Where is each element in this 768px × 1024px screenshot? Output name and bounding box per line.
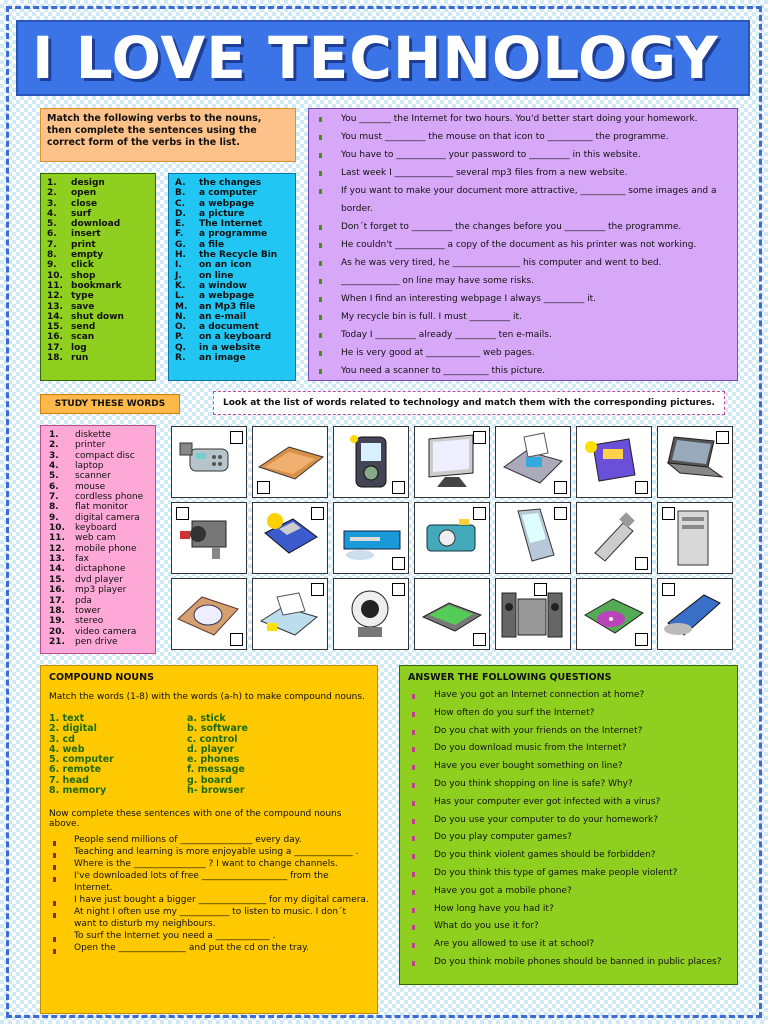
noun-item-number: G. xyxy=(175,239,186,250)
page-title: I LOVE TECHNOLOGY xyxy=(32,24,719,92)
picture-checkbox[interactable] xyxy=(635,633,648,646)
word-item xyxy=(49,544,151,554)
word-item-text: fax xyxy=(75,554,90,565)
compound-left-item: 2. digital xyxy=(49,723,97,735)
word-item-number: 2. xyxy=(49,440,59,451)
picture-checkbox[interactable] xyxy=(635,481,648,494)
question-item: Have you got a mobile phone? xyxy=(408,883,729,901)
noun-item-number: D. xyxy=(175,208,186,219)
question-item: How long have you had it? xyxy=(408,901,729,919)
noun-item xyxy=(175,240,289,250)
match-instruction: Match the following verbs to the nouns, then complete the sentences using the correct form of the verbs in the list. xyxy=(40,108,296,162)
noun-item-number: P. xyxy=(175,332,184,343)
verb-item-text: type xyxy=(71,291,94,302)
picture-video-camera-icon xyxy=(171,502,247,574)
noun-item-number: E. xyxy=(175,219,185,230)
sentence-item: As he was very tired, he _______________ his computer and went to bed. xyxy=(315,254,731,272)
picture-checkbox[interactable] xyxy=(257,481,270,494)
noun-item-number: R. xyxy=(175,353,186,364)
verb-item xyxy=(47,302,149,312)
word-item-number: 7. xyxy=(49,492,59,503)
sentence-item: He couldn't ___________ a copy of the document as his printer was not working. xyxy=(315,236,731,254)
word-item xyxy=(49,430,151,440)
picture-scanner-icon xyxy=(414,578,490,650)
verb-item-number: 13. xyxy=(47,301,63,312)
picture-checkbox[interactable] xyxy=(635,557,648,570)
question-item: How often do you surf the Internet? xyxy=(408,705,729,723)
sentence-item: My recycle bin is full. I must _________ it. xyxy=(315,308,731,326)
noun-item xyxy=(175,291,289,301)
picture-cordless-phone-icon xyxy=(171,426,247,498)
word-item-number: 4. xyxy=(49,461,59,472)
compound-right-item: b. software xyxy=(187,723,248,735)
noun-item xyxy=(175,302,289,312)
noun-item-number: O. xyxy=(175,322,186,333)
word-item-text: pen drive xyxy=(75,636,118,647)
word-item xyxy=(49,440,151,450)
word-item-text: diskette xyxy=(75,430,111,440)
compound-heading: COMPOUND NOUNS xyxy=(49,672,154,683)
verb-item xyxy=(47,178,149,188)
word-item-number: 5. xyxy=(49,471,59,482)
picture-checkbox[interactable] xyxy=(473,633,486,646)
verb-item-text: empty xyxy=(71,250,104,261)
noun-item xyxy=(175,281,289,291)
sentence-item: Don´t forget to _________ the changes before you _________ the programme. xyxy=(315,218,731,236)
picture-laptop-icon xyxy=(657,426,733,498)
picture-diskette-icon xyxy=(252,502,328,574)
noun-item xyxy=(175,188,289,198)
verb-item-text: scan xyxy=(71,332,95,343)
word-item-text: scanner xyxy=(75,471,111,482)
compound-left-list xyxy=(49,714,187,796)
verb-item-number: 7. xyxy=(47,239,57,250)
verb-item xyxy=(47,332,149,342)
title-banner xyxy=(16,20,750,96)
compound-right-item: e. phones xyxy=(187,754,240,766)
word-item xyxy=(49,451,151,461)
verb-item-number: 3. xyxy=(47,198,57,209)
compound-right-item: d. player xyxy=(187,743,235,755)
verb-item-text: bookmark xyxy=(71,280,122,291)
word-item xyxy=(49,554,151,564)
noun-item-number: N. xyxy=(175,311,186,322)
word-item xyxy=(49,637,151,647)
sentence-list xyxy=(308,108,738,381)
word-item-text: mobile phone xyxy=(75,543,137,554)
word-item-number: 17. xyxy=(49,595,65,606)
noun-item xyxy=(175,271,289,281)
compound-instruction: Match the words (1-8) with the words (a-h) to make compound nouns. xyxy=(49,692,365,702)
verb-item-number: 5. xyxy=(47,219,57,230)
noun-item-text: an image xyxy=(199,353,246,364)
picture-checkbox[interactable] xyxy=(230,633,243,646)
question-item: Do you think shopping on line is safe? Why? xyxy=(408,776,729,794)
word-list xyxy=(40,425,156,654)
compound-right-item: f. message xyxy=(187,764,245,776)
verb-list xyxy=(40,173,156,381)
verb-item xyxy=(47,209,149,219)
verb-item xyxy=(47,291,149,301)
noun-item-text: a programme xyxy=(199,229,268,240)
word-item-text: laptop xyxy=(75,461,104,472)
word-item-number: 10. xyxy=(49,523,65,534)
noun-item-text: on line xyxy=(199,270,234,281)
noun-item-number: Q. xyxy=(175,342,187,353)
verb-item-text: log xyxy=(71,342,87,353)
compound-sentence-item: To surf the Internet you need a ____________ . xyxy=(49,930,369,942)
noun-item xyxy=(175,260,289,270)
noun-item-number: L. xyxy=(175,291,185,302)
picture-mobile-phone-icon xyxy=(657,578,733,650)
compound-sentence-item: Where is the ________________ ? I want to change channels. xyxy=(49,858,369,870)
word-item xyxy=(49,616,151,626)
noun-item-text: a window xyxy=(199,280,247,291)
word-item xyxy=(49,513,151,523)
noun-item xyxy=(175,199,289,209)
verb-item-number: 16. xyxy=(47,332,63,343)
word-item-text: flat monitor xyxy=(75,502,128,513)
word-item-text: stereo xyxy=(75,616,104,627)
verb-item-number: 14. xyxy=(47,311,63,322)
compound-sentence-list xyxy=(49,834,369,954)
word-item-number: 13. xyxy=(49,554,65,565)
picture-checkbox[interactable] xyxy=(392,583,405,596)
picture-checkbox[interactable] xyxy=(392,557,405,570)
word-item-text: digital camera xyxy=(75,512,140,523)
noun-item-text: on a keyboard xyxy=(199,332,272,343)
picture-compact-disc-icon xyxy=(576,578,652,650)
word-item-text: dvd player xyxy=(75,574,123,585)
noun-item-text: The Internet xyxy=(199,219,263,230)
word-item-text: tower xyxy=(75,605,101,616)
question-item: Has your computer ever got infected with a virus? xyxy=(408,794,729,812)
question-item: Do you play computer games? xyxy=(408,829,729,847)
verb-item xyxy=(47,250,149,260)
word-item-text: mp3 player xyxy=(75,585,127,596)
compound-right-item: g. board xyxy=(187,774,232,786)
noun-item-text: a webpage xyxy=(199,198,255,209)
noun-item-number: J. xyxy=(175,270,182,281)
word-item xyxy=(49,564,151,574)
word-item-number: 20. xyxy=(49,626,65,637)
compound-left-item: 4. web xyxy=(49,743,85,755)
question-item: Do you think this type of games make people violent? xyxy=(408,865,729,883)
noun-item xyxy=(175,219,289,229)
noun-item xyxy=(175,332,289,342)
picture-checkbox[interactable] xyxy=(554,507,567,520)
word-item xyxy=(49,585,151,595)
word-item xyxy=(49,596,151,606)
noun-item-text: a computer xyxy=(199,188,257,199)
compound-sentence-item: I've downloaded lots of free ___________________ from the Internet. xyxy=(49,870,369,894)
noun-item xyxy=(175,250,289,260)
noun-item-text: the changes xyxy=(199,178,262,188)
noun-item xyxy=(175,343,289,353)
sentence-item: When I find an interesting webpage I always _________ it. xyxy=(315,290,731,308)
word-item-number: 11. xyxy=(49,533,65,544)
picture-fax-icon xyxy=(495,426,571,498)
verb-item-text: open xyxy=(71,188,97,199)
verb-item-text: click xyxy=(71,260,94,271)
picture-mouse-icon xyxy=(171,578,247,650)
questions-heading: ANSWER THE FOLLOWING QUESTIONS xyxy=(408,672,612,683)
compound-left-item: 7. head xyxy=(49,774,89,786)
picture-checkbox[interactable] xyxy=(716,431,729,444)
noun-item-number: H. xyxy=(175,250,186,261)
compound-right-list xyxy=(187,714,248,796)
question-item: Do you chat with your friends on the Internet? xyxy=(408,723,729,741)
picture-web-cam-icon xyxy=(333,578,409,650)
verb-item-number: 2. xyxy=(47,188,57,199)
word-item-number: 14. xyxy=(49,564,65,575)
word-item-number: 6. xyxy=(49,481,59,492)
verb-item-text: download xyxy=(71,219,121,230)
word-item-number: 19. xyxy=(49,616,65,627)
verb-item-number: 8. xyxy=(47,250,57,261)
picture-checkbox[interactable] xyxy=(662,583,675,596)
verb-item xyxy=(47,219,149,229)
verb-item-text: run xyxy=(71,353,89,364)
verb-item-text: shop xyxy=(71,270,96,281)
compound-sentence-item: At night I often use my ___________ to listen to music. I don´t want to disturb my neighbours. xyxy=(49,906,369,930)
verb-item-text: insert xyxy=(71,229,101,240)
word-item xyxy=(49,523,151,533)
sentence-item: You _______ the Internet for two hours. You'd better start doing your homework. xyxy=(315,110,731,128)
verb-item-number: 9. xyxy=(47,260,57,271)
word-item-text: printer xyxy=(75,440,106,451)
picture-checkbox[interactable] xyxy=(311,507,324,520)
verb-item xyxy=(47,240,149,250)
question-item: Have you ever bought something on line? xyxy=(408,758,729,776)
noun-item-number: K. xyxy=(175,280,186,291)
noun-item-text: a webpage xyxy=(199,291,255,302)
compound-left-item: 6. remote xyxy=(49,764,102,776)
word-item-text: compact disc xyxy=(75,450,135,461)
picture-digital-camera-icon xyxy=(414,502,490,574)
verb-item-text: print xyxy=(71,239,96,250)
noun-item-number: F. xyxy=(175,229,184,240)
noun-item xyxy=(175,229,289,239)
picture-pda-icon xyxy=(495,502,571,574)
compound-right-item: c. control xyxy=(187,733,238,745)
verb-item-number: 17. xyxy=(47,342,63,353)
word-item xyxy=(49,471,151,481)
compound-sentence-item: Open the _______________ and put the cd on the tray. xyxy=(49,942,369,954)
noun-item xyxy=(175,209,289,219)
word-item xyxy=(49,461,151,471)
picture-checkbox[interactable] xyxy=(176,507,189,520)
sentence-item: Last week I _____________ several mp3 files from a new website. xyxy=(315,164,731,182)
word-item xyxy=(49,575,151,585)
compound-sentence-item: Teaching and learning is more enjoyable using a _____________ . xyxy=(49,846,369,858)
compound-right-item: a. stick xyxy=(187,713,226,724)
picture-tower-icon xyxy=(657,502,733,574)
word-item-text: keyboard xyxy=(75,523,117,534)
look-instruction: Look at the list of words related to technology and match them with the corresponding pictures. xyxy=(213,391,725,415)
question-item: What do you use it for? xyxy=(408,918,729,936)
verb-item xyxy=(47,229,149,239)
compound-left-item: 1. text xyxy=(49,713,85,724)
verb-item-number: 15. xyxy=(47,322,63,333)
verb-item-number: 1. xyxy=(47,178,57,188)
noun-item xyxy=(175,178,289,188)
sentence-item: He is very good at ____________ web pages. xyxy=(315,344,731,362)
verb-item xyxy=(47,188,149,198)
word-item-number: 8. xyxy=(49,502,59,513)
word-item xyxy=(49,502,151,512)
picture-pen-drive-icon xyxy=(576,502,652,574)
questions-section xyxy=(399,665,738,985)
verb-item xyxy=(47,343,149,353)
compound-nouns-section xyxy=(40,665,378,1014)
sentence-item: You need a scanner to __________ this picture. xyxy=(315,362,731,380)
noun-item xyxy=(175,322,289,332)
verb-item xyxy=(47,260,149,270)
noun-item-text: a file xyxy=(199,239,225,250)
picture-checkbox[interactable] xyxy=(662,507,675,520)
word-item-text: web cam xyxy=(75,533,116,544)
word-item xyxy=(49,482,151,492)
word-item-number: 15. xyxy=(49,574,65,585)
compound-sentence-item: People send millions of ________________ every day. xyxy=(49,834,369,846)
picture-printer-icon xyxy=(252,578,328,650)
picture-checkbox[interactable] xyxy=(554,481,567,494)
question-item: Are you allowed to use it at school? xyxy=(408,936,729,954)
word-item-number: 12. xyxy=(49,543,65,554)
picture-stereo-icon xyxy=(495,578,571,650)
verb-item-number: 4. xyxy=(47,208,57,219)
word-item-text: mouse xyxy=(75,481,106,492)
word-item xyxy=(49,606,151,616)
picture-keyboard-icon xyxy=(252,426,328,498)
noun-item-text: an Mp3 file xyxy=(199,301,256,312)
picture-checkbox[interactable] xyxy=(230,431,243,444)
compound-left-item: 3. cd xyxy=(49,733,75,745)
word-item-number: 3. xyxy=(49,450,59,461)
verb-item-number: 18. xyxy=(47,353,63,364)
picture-checkbox[interactable] xyxy=(473,431,486,444)
noun-list xyxy=(168,173,296,381)
noun-item-number: C. xyxy=(175,198,186,209)
question-item: Do you think mobile phones should be banned in public places? xyxy=(408,954,729,972)
sentence-item: If you want to make your document more attractive, __________ some images and a border. xyxy=(315,182,731,218)
verb-item xyxy=(47,271,149,281)
word-item-number: 1. xyxy=(49,430,59,440)
verb-item-text: save xyxy=(71,301,95,312)
noun-item-text: in a website xyxy=(199,342,261,353)
picture-mp3-player-icon xyxy=(333,426,409,498)
noun-item-number: A. xyxy=(175,178,186,188)
verb-item xyxy=(47,322,149,332)
question-item: Do you use your computer to do your homework? xyxy=(408,812,729,830)
picture-dvd-player-icon xyxy=(333,502,409,574)
verb-item xyxy=(47,353,149,363)
sentence-item: You have to ___________ your password to _________ in this website. xyxy=(315,146,731,164)
sentence-item: You must _________ the mouse on that icon to __________ the programme. xyxy=(315,128,731,146)
verb-item-text: close xyxy=(71,198,98,209)
verb-item-text: shut down xyxy=(71,311,124,322)
word-item-text: video camera xyxy=(75,626,137,637)
verb-item-number: 6. xyxy=(47,229,57,240)
word-item-number: 21. xyxy=(49,636,65,647)
word-item-number: 18. xyxy=(49,605,65,616)
noun-item-number: B. xyxy=(175,188,186,199)
word-item xyxy=(49,533,151,543)
noun-item-number: I. xyxy=(175,260,182,271)
word-item-text: dictaphone xyxy=(75,564,126,575)
verb-item-number: 12. xyxy=(47,291,63,302)
compound-left-item: 8. memory xyxy=(49,785,107,797)
verb-item-text: send xyxy=(71,322,96,333)
picture-dictaphone-icon xyxy=(576,426,652,498)
noun-item xyxy=(175,312,289,322)
word-item-text: pda xyxy=(75,595,92,606)
noun-item xyxy=(175,353,289,363)
question-item: Do you think violent games should be forbidden? xyxy=(408,847,729,865)
verb-item-number: 10. xyxy=(47,270,63,281)
study-words-label: STUDY THESE WORDS xyxy=(40,394,180,414)
picture-flat-monitor-icon xyxy=(414,426,490,498)
verb-item-text: design xyxy=(71,178,105,188)
picture-checkbox[interactable] xyxy=(311,583,324,596)
noun-item-number: M. xyxy=(175,301,188,312)
sentence-item: Today I _________ already _________ ten e-mails. xyxy=(315,326,731,344)
picture-checkbox[interactable] xyxy=(392,481,405,494)
verb-item xyxy=(47,199,149,209)
picture-checkbox[interactable] xyxy=(534,583,547,596)
question-item: Do you download music from the Internet? xyxy=(408,740,729,758)
compound-left-item: 5. computer xyxy=(49,754,114,766)
noun-item-text: on an icon xyxy=(199,260,252,271)
question-item: Have you got an Internet connection at home? xyxy=(408,687,729,705)
noun-item-text: an e-mail xyxy=(199,311,247,322)
word-item xyxy=(49,627,151,637)
compound-sentence-item: I have just bought a bigger _______________ for my digital camera. xyxy=(49,894,369,906)
word-item xyxy=(49,492,151,502)
verb-item xyxy=(47,281,149,291)
compound-right-item: h- browser xyxy=(187,785,245,797)
verb-item-text: surf xyxy=(71,208,92,219)
noun-item-text: a document xyxy=(199,322,259,333)
noun-item-text: a picture xyxy=(199,208,245,219)
word-item-number: 16. xyxy=(49,585,65,596)
word-item-text: cordless phone xyxy=(75,492,144,503)
sentence-item: _____________ on line may have some risks. xyxy=(315,272,731,290)
picture-checkbox[interactable] xyxy=(473,507,486,520)
verb-item-number: 11. xyxy=(47,280,63,291)
question-list xyxy=(408,687,729,972)
verb-item xyxy=(47,312,149,322)
word-item-number: 9. xyxy=(49,512,59,523)
compound-instruction-2: Now complete these sentences with one of the compound nouns above. xyxy=(49,809,342,830)
noun-item-text: the Recycle Bin xyxy=(199,250,278,261)
